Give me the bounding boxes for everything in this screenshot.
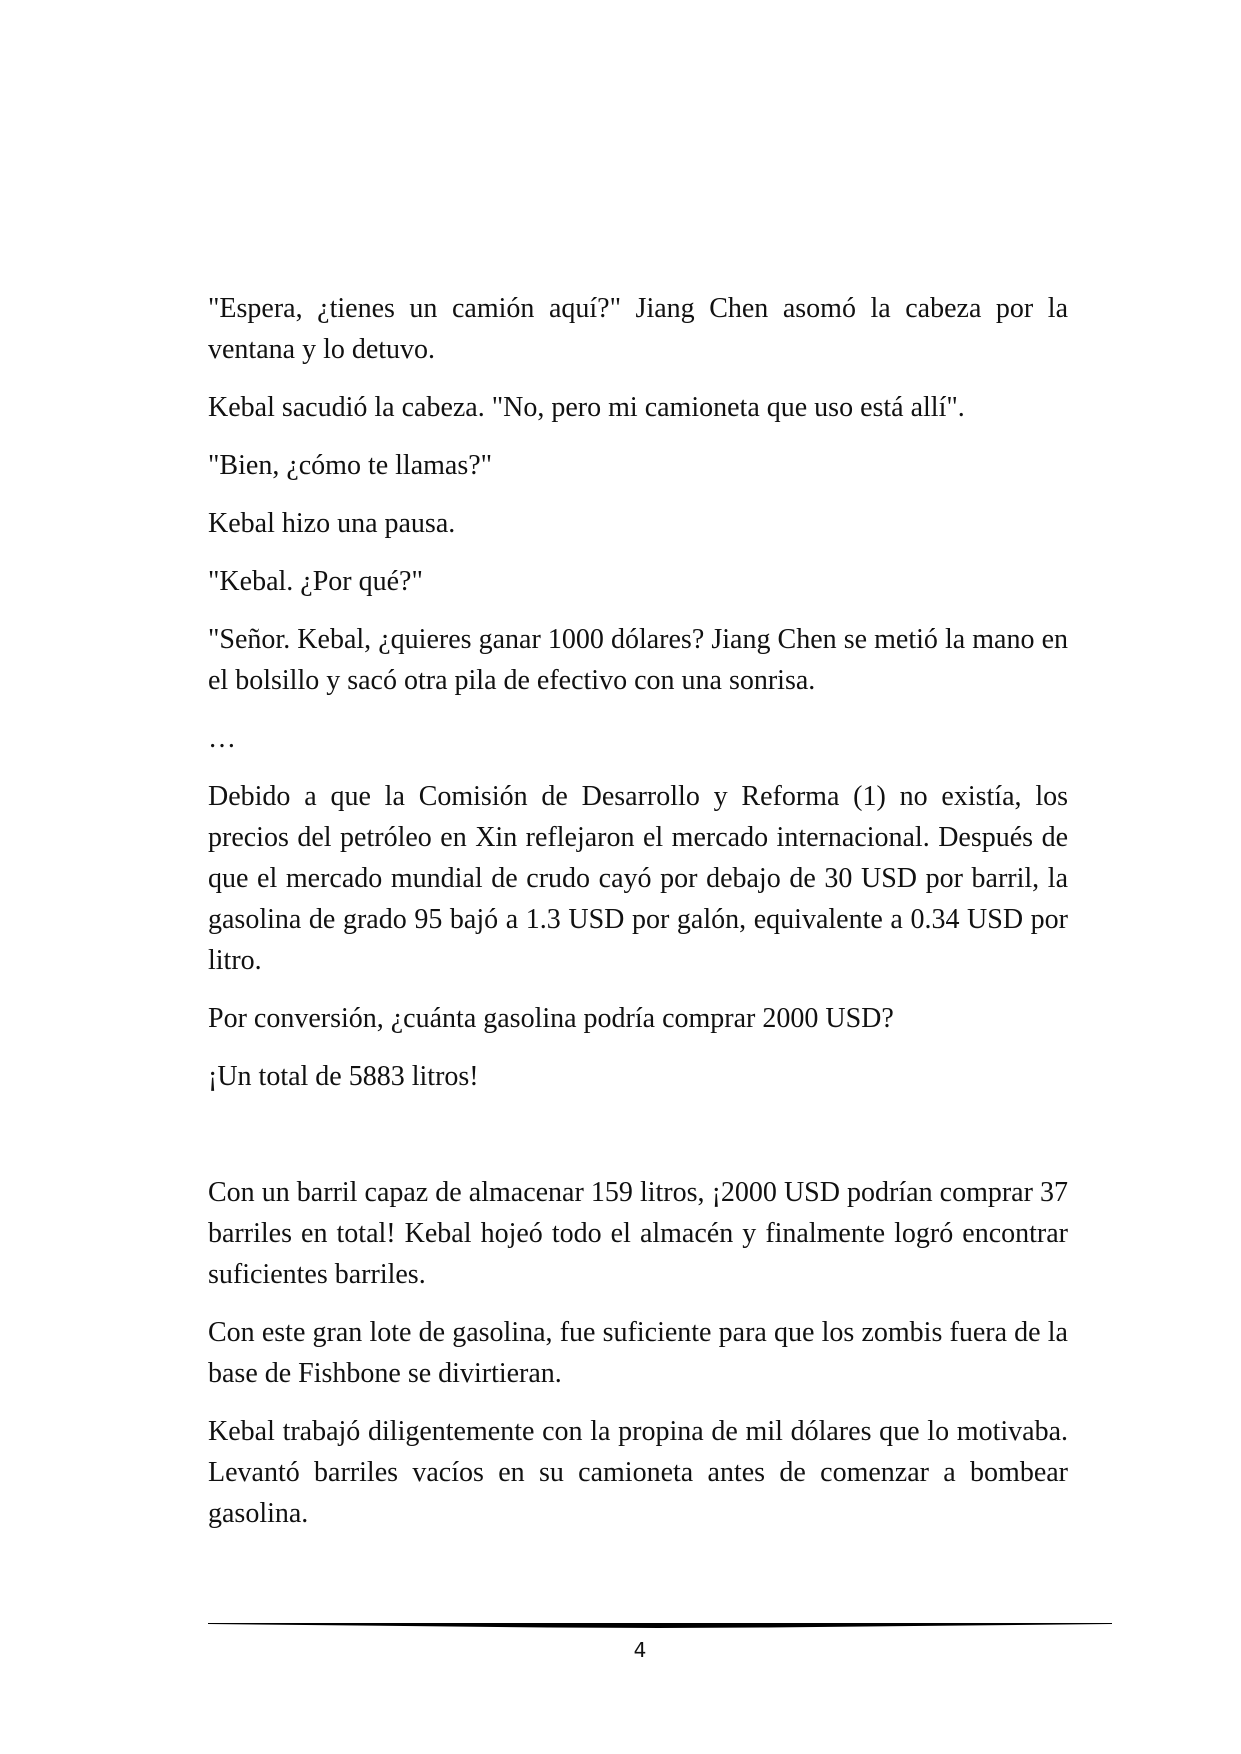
ellipsis-separator: … bbox=[208, 723, 236, 754]
page-number: 4 bbox=[633, 1638, 647, 1662]
paragraph: Kebal sacudió la cabeza. "No, pero mi camioneta que uso está allí". bbox=[208, 392, 965, 423]
paragraph: "Espera, ¿tienes un camión aquí?" Jiang Chen asomó la cabeza por la ventana y lo detuvo. bbox=[208, 293, 1068, 365]
paragraph: ¡Un total de 5883 litros! bbox=[208, 1061, 479, 1092]
paragraph: "Señor. Kebal, ¿quieres ganar 1000 dólares? Jiang Chen se metió la mano en el bolsillo y sacó otra pila de efectivo con una sonrisa. bbox=[208, 624, 1068, 696]
paragraph: Debido a que la Comisión de Desarrollo y Reforma (1) no existía, los precios del petróleo en Xin reflejaron el mercado internacional. Después de que el mercado mundial de crudo cayó por debajo de 30 USD por barril, la gasolina de grado 95 bajó a 1.3 USD por galón, equivalente a 0.34 USD por litro. bbox=[208, 781, 1068, 976]
paragraph: Kebal trabajó diligentemente con la propina de mil dólares que lo motivaba. Levantó barriles vacíos en su camioneta antes de comenzar a bombear gasolina. bbox=[208, 1416, 1068, 1529]
paragraph: Por conversión, ¿cuánta gasolina podría comprar 2000 USD? bbox=[208, 1003, 894, 1034]
paragraph: Kebal hizo una pausa. bbox=[208, 508, 456, 539]
paragraph: "Kebal. ¿Por qué?" bbox=[208, 566, 423, 597]
paragraph: Con un barril capaz de almacenar 159 litros, ¡2000 USD podrían comprar 37 barriles en total! Kebal hojeó todo el almacén y finalmente logró encontrar suficientes barriles. bbox=[208, 1177, 1068, 1290]
blank-line bbox=[208, 1114, 1068, 1155]
paragraph: Con este gran lote de gasolina, fue suficiente para que los zombis fuera de la base de Fishbone se divirtieran. bbox=[208, 1317, 1068, 1389]
footer-rule bbox=[208, 1618, 1112, 1630]
paragraph: "Bien, ¿cómo te llamas?" bbox=[208, 450, 493, 481]
body-text bbox=[208, 288, 1068, 1551]
